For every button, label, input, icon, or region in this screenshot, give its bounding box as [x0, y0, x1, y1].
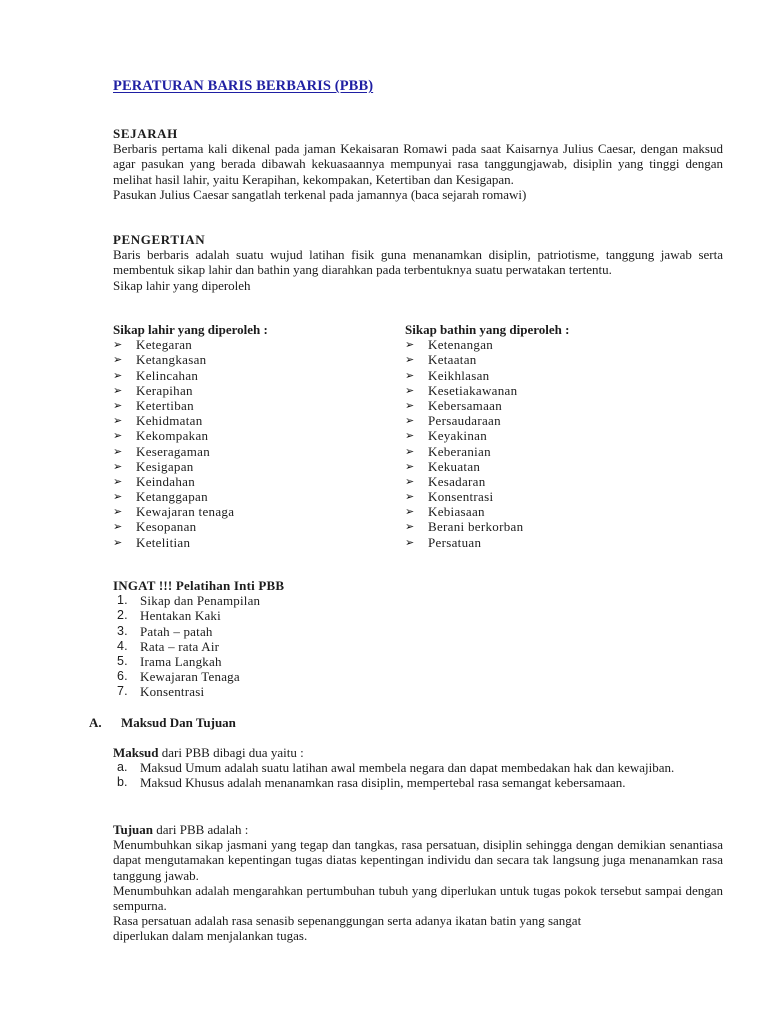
ingat-item-label: Patah – patah — [140, 623, 213, 639]
sikap-bathin-item-label: Kebersamaan — [428, 397, 503, 413]
arrow-bullet-icon: ➢ — [405, 383, 415, 397]
sikap-lahir-item — [113, 413, 403, 428]
section-tujuan — [113, 822, 723, 944]
sikap-lahir-item-label: Keindahan — [136, 473, 196, 489]
sikap-lahir-item — [113, 535, 403, 550]
sikap-lahir-item — [113, 383, 403, 398]
ingat-item — [113, 654, 513, 669]
ingat-item-number: 5. — [117, 653, 128, 668]
arrow-bullet-icon: ➢ — [113, 459, 123, 473]
maksud-item-text: Maksud Umum adalah suatu latihan awal membela negara dan dapat membedakan hak dan kewajiban. — [140, 760, 675, 776]
sikap-lahir-item — [113, 504, 403, 519]
sikap-bathin-item — [405, 368, 695, 383]
sikap-lahir-item-label: Kerapihan — [136, 382, 193, 398]
ingat-item-label: Kewajaran Tenaga — [140, 669, 240, 685]
sikap-bathin-item-label: Kesetiakawanan — [428, 382, 518, 398]
sejarah-paragraph-2: Pasukan Julius Caesar sangatlah terkenal pada jamannya (baca sejarah romawi) — [113, 186, 527, 202]
sikap-bathin-item-label: Persaudaraan — [428, 413, 501, 429]
tujuan-lead-bold: Tujuan — [113, 822, 153, 837]
sikap-lahir-item — [113, 337, 403, 352]
arrow-bullet-icon: ➢ — [405, 368, 415, 382]
sikap-lahir-item — [113, 352, 403, 367]
sejarah-heading: SEJARAH — [113, 126, 178, 141]
maksud-item — [113, 775, 723, 790]
section-maksud — [113, 745, 723, 791]
sikap-lahir-item-label: Ketelitian — [136, 534, 191, 550]
section-a-heading — [89, 715, 236, 730]
sikap-bathin-item — [405, 535, 695, 550]
arrow-bullet-icon: ➢ — [113, 338, 123, 352]
ingat-item-label: Rata – rata Air — [140, 638, 220, 654]
sikap-lahir-item — [113, 444, 403, 459]
sikap-bathin-item-label: Ketenangan — [428, 337, 494, 353]
tujuan-paragraph-3-line-1: Rasa persatuan adalah rasa senasib sepenanggungan serta adanya ikatan batin yang sangat — [113, 913, 582, 929]
arrow-bullet-icon: ➢ — [113, 368, 123, 382]
sikap-bathin-item-label: Persatuan — [428, 534, 482, 550]
maksud-list — [113, 760, 723, 790]
ingat-item-number: 2. — [117, 608, 128, 623]
section-a-title: Maksud Dan Tujuan — [121, 715, 236, 730]
sikap-bathin-list — [405, 337, 695, 550]
sikap-lahir-item-label: Kesigapan — [136, 458, 194, 474]
arrow-bullet-icon: ➢ — [113, 383, 123, 397]
arrow-bullet-icon: ➢ — [405, 474, 415, 488]
arrow-bullet-icon: ➢ — [113, 444, 123, 458]
section-pengertian — [113, 232, 723, 293]
maksud-lead-rest: dari PBB dibagi dua yaitu : — [158, 745, 304, 760]
sikap-lahir-item-label: Ketertiban — [136, 397, 194, 413]
ingat-item — [113, 684, 513, 699]
arrow-bullet-icon: ➢ — [405, 459, 415, 473]
sikap-bathin-item — [405, 352, 695, 367]
arrow-bullet-icon: ➢ — [113, 474, 123, 488]
sikap-lahir-item-label: Kekompakan — [136, 428, 209, 444]
arrow-bullet-icon: ➢ — [113, 398, 123, 412]
sikap-lahir-list — [113, 337, 403, 550]
tujuan-lead-rest: dari PBB adalah : — [153, 822, 249, 837]
sikap-lahir-item — [113, 459, 403, 474]
sikap-bathin-item-label: Kekuatan — [428, 458, 481, 474]
arrow-bullet-icon: ➢ — [113, 353, 123, 367]
maksud-lead-bold: Maksud — [113, 745, 159, 760]
arrow-bullet-icon: ➢ — [113, 429, 123, 443]
sikap-lahir-item — [113, 428, 403, 443]
arrow-bullet-icon: ➢ — [405, 398, 415, 412]
arrow-bullet-icon: ➢ — [113, 414, 123, 428]
pengertian-paragraph-2: Sikap lahir yang diperoleh — [113, 277, 251, 293]
ingat-item-number: 3. — [117, 623, 128, 638]
ingat-item — [113, 669, 513, 684]
ingat-item — [113, 639, 513, 654]
sikap-bathin-item-label: Ketaatan — [428, 352, 477, 368]
sikap-lahir-item-label: Kesopanan — [136, 519, 197, 535]
sikap-lahir-item-label: Ketegaran — [136, 337, 193, 353]
arrow-bullet-icon: ➢ — [405, 338, 415, 352]
arrow-bullet-icon: ➢ — [405, 444, 415, 458]
maksud-item-text: Maksud Khusus adalah menanamkan rasa disiplin, mempertebal rasa semangat kebersamaan. — [140, 775, 626, 791]
sikap-bathin-item-label: Keberanian — [428, 443, 491, 459]
sikap-bathin-item — [405, 459, 695, 474]
sikap-lahir-item-label: Kelincahan — [136, 367, 199, 383]
section-a-letter: A. — [89, 715, 102, 730]
sikap-bathin-item — [405, 489, 695, 504]
ingat-item-number: 6. — [117, 669, 128, 684]
sikap-lahir-item — [113, 489, 403, 504]
sejarah-paragraph-1: Berbaris pertama kali dikenal pada jaman Kekaisaran Romawi pada saat Kaisarnya Julius Caesar, dengan maksud agar pasukan yang berada dibawah kekuasaannya mempunyai rasa tanggungjawab, disiplin yang tinggi dengan melihat hasil lahir, yaitu Kerapihan, kekompakan, Ketertiban dan Kesigapan. — [113, 141, 723, 187]
sikap-bathin-item — [405, 444, 695, 459]
arrow-bullet-icon: ➢ — [405, 505, 415, 519]
arrow-bullet-icon: ➢ — [405, 520, 415, 534]
ingat-item — [113, 593, 513, 608]
arrow-bullet-icon: ➢ — [405, 490, 415, 504]
sikap-lahir-item-label: Keseragaman — [136, 443, 211, 459]
arrow-bullet-icon: ➢ — [405, 414, 415, 428]
ingat-item — [113, 624, 513, 639]
ingat-item-number: 7. — [117, 684, 128, 699]
sikap-bathin-heading: Sikap bathin yang diperoleh : — [405, 322, 570, 337]
maksud-lead — [113, 745, 723, 760]
sikap-bathin-item-label: Keikhlasan — [428, 367, 490, 383]
ingat-item-number: 4. — [117, 638, 128, 653]
sikap-bathin-item — [405, 398, 695, 413]
tujuan-paragraph-3-line-2: diperlukan dalam menjalankan tugas. — [113, 928, 308, 944]
sikap-lahir-item — [113, 398, 403, 413]
maksud-item-letter: a. — [117, 760, 128, 775]
sikap-bathin-item — [405, 413, 695, 428]
maksud-item-letter: b. — [117, 775, 128, 790]
arrow-bullet-icon: ➢ — [113, 490, 123, 504]
arrow-bullet-icon: ➢ — [405, 535, 415, 549]
ingat-item-number: 1. — [117, 593, 128, 608]
arrow-bullet-icon: ➢ — [113, 535, 123, 549]
sikap-bathin-item-label: Keyakinan — [428, 428, 488, 444]
sikap-lahir-column — [113, 322, 403, 550]
arrow-bullet-icon: ➢ — [405, 429, 415, 443]
ingat-item-label: Hentakan Kaki — [140, 608, 221, 624]
pengertian-paragraph-1: Baris berbaris adalah suatu wujud latihan fisik guna menanamkan disiplin, patriotisme, tanggung jawab serta membentuk sikap lahir dan bathin yang diarahkan pada terbentuknya suatu perwatakan tertentu. — [113, 247, 723, 278]
sikap-lahir-item-label: Kewajaran tenaga — [136, 504, 235, 520]
ingat-heading: INGAT !!! Pelatihan Inti PBB — [113, 578, 285, 593]
sikap-bathin-item — [405, 504, 695, 519]
arrow-bullet-icon: ➢ — [113, 505, 123, 519]
sikap-lahir-item-label: Ketanggapan — [136, 489, 208, 505]
sikap-lahir-item — [113, 368, 403, 383]
ingat-item-label: Irama Langkah — [140, 653, 222, 669]
sikap-bathin-column — [405, 322, 695, 550]
document-title: PERATURAN BARIS BERBARIS (PBB) — [113, 78, 374, 94]
sikap-lahir-item-label: Kehidmatan — [136, 413, 203, 429]
sikap-bathin-item-label: Kebiasaan — [428, 504, 485, 520]
section-ingat — [113, 578, 513, 700]
sikap-bathin-item — [405, 519, 695, 534]
pengertian-heading: PENGERTIAN — [113, 232, 206, 247]
sikap-bathin-item — [405, 428, 695, 443]
tujuan-lead — [113, 822, 723, 837]
maksud-item — [113, 760, 723, 775]
ingat-item-label: Sikap dan Penampilan — [140, 593, 261, 609]
sikap-lahir-item — [113, 519, 403, 534]
section-sejarah — [113, 126, 723, 202]
sikap-lahir-item-label: Ketangkasan — [136, 352, 207, 368]
sikap-lahir-item — [113, 474, 403, 489]
sikap-bathin-item-label: Berani berkorban — [428, 519, 524, 535]
sikap-bathin-item — [405, 383, 695, 398]
sikap-bathin-item-label: Kesadaran — [428, 473, 486, 489]
sikap-bathin-item — [405, 474, 695, 489]
tujuan-paragraph-1: Menumbuhkan sikap jasmani yang tegap dan tangkas, rasa persatuan, disiplin sehingga dengan demikian senantiasa dapat mengutamakan kepentingan tugas diatas kepentingan individu dan secara tak langsung juga menanamkan rasa tanggung jawab. — [113, 837, 723, 883]
sikap-bathin-item — [405, 337, 695, 352]
sikap-bathin-item-label: Konsentrasi — [428, 489, 494, 505]
tujuan-paragraph-2: Menumbuhkan adalah mengarahkan pertumbuhan tubuh yang diperlukan untuk tugas pokok tersebut sampai dengan sempurna. — [113, 882, 723, 914]
ingat-item-label: Konsentrasi — [140, 684, 205, 700]
ingat-list — [113, 593, 513, 699]
arrow-bullet-icon: ➢ — [113, 520, 123, 534]
sikap-lahir-heading: Sikap lahir yang diperoleh : — [113, 322, 268, 337]
arrow-bullet-icon: ➢ — [405, 353, 415, 367]
ingat-item — [113, 608, 513, 623]
